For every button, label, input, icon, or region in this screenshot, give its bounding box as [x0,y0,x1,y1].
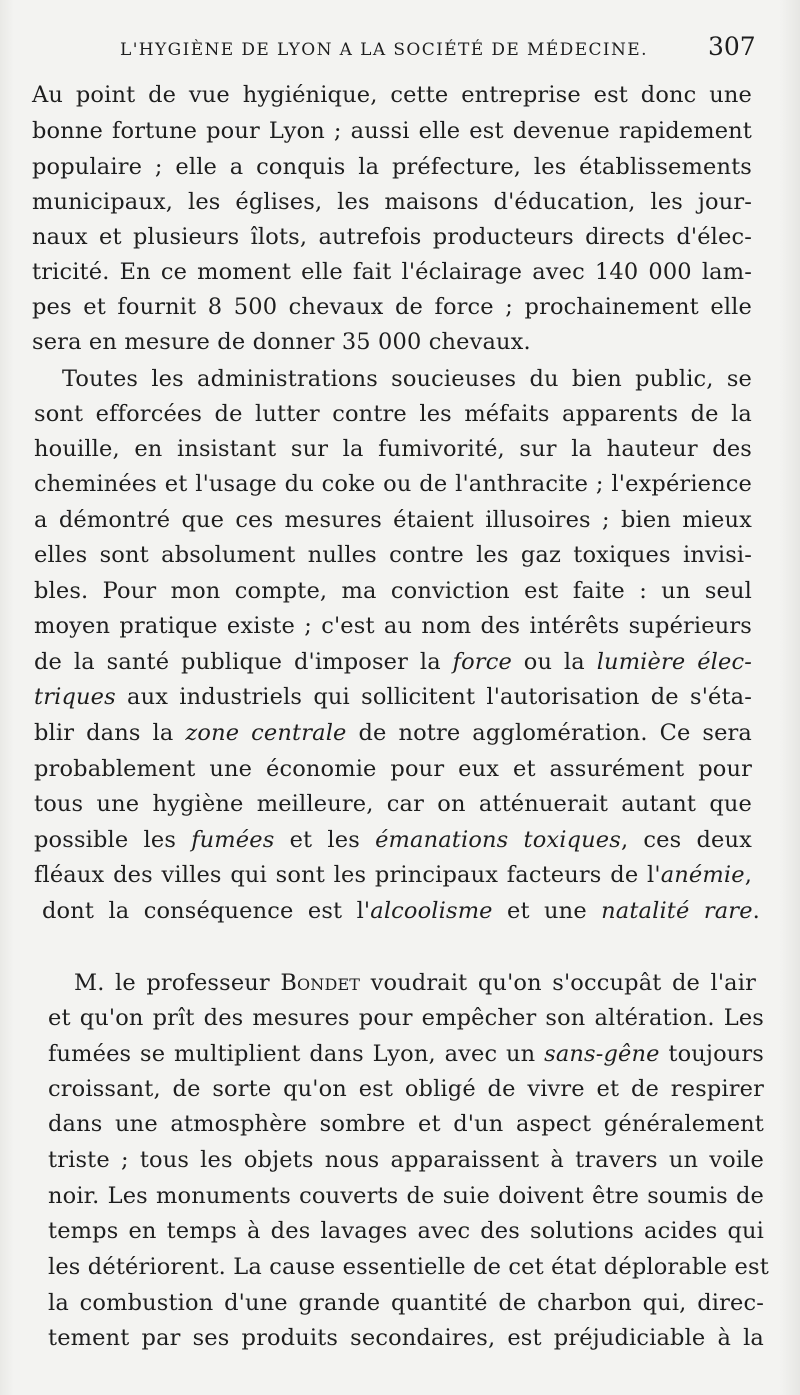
paragraph-3-line-11: tement par ses produits secondaires, est préjudiciable à la [48,1325,764,1351]
text-run: dont la conséquence est l' [42,898,371,924]
italic-emanations-toxiques: émanations toxiques [375,827,621,853]
running-title: L'HYGIÈNE DE LYON A LA SOCIÉTÉ DE MÉDECINE. [120,40,648,60]
paragraph-2-line-11 [34,716,752,750]
text-run: aux industriels qui sollicitent l'autorisation de s'éta- [115,684,752,710]
paragraph-3-line-4: croissant, de sorte qu'on est obligé de vivre et de respirer [48,1076,764,1102]
paragraph-3-line-1 [74,966,756,1000]
paragraph-3-line-5: dans une atmosphère sombre et d'un aspect généralement [48,1111,764,1137]
page-header [0,32,800,72]
text-run: de notre agglomération. Ce sera [346,720,752,746]
paragraph-2-line-4: cheminées et l'usage du coke ou de l'anthracite ; l'expérience [34,471,752,497]
paragraph-2-line-15 [34,858,752,892]
text-run: toujours [659,1041,765,1067]
paragraph-2-line-7: bles. Pour mon compte, ma conviction est faite : un seul [34,578,752,604]
paragraph-2-line-6: elles sont absolument nulles contre les gaz toxiques invisi- [34,542,752,568]
italic-triques: triques [34,684,116,710]
paragraph-1-line-1: Au point de vue hygiénique, cette entreprise est donc une [32,82,752,108]
paragraph-2-line-10 [34,680,752,714]
paragraph-2-line-14 [34,823,752,857]
text-run: et une [492,898,602,924]
paragraph-3-line-3 [48,1037,764,1071]
italic-zone-centrale: zone centrale [185,720,347,746]
italic-fumees: fumées [191,827,275,853]
text-run: et les [274,827,376,853]
text-run: de la santé publique d'imposer la [34,649,453,675]
paragraph-2-line-1: Toutes les administrations soucieuses du bien public, se [62,366,752,392]
text-run: fléaux des villes qui sont les principaux facteurs de l' [34,862,661,888]
paragraph-2-line-12: probablement une économie pour eux et assurément pour [34,756,752,782]
page-number: 307 [708,32,756,61]
text-run: possible les [34,827,192,853]
paragraph-3-line-9: les détériorent. La cause essentielle de cet état déplorable est [48,1254,769,1280]
paragraph-2-line-8: moyen pratique existe ; c'est au nom des intérêts supérieurs [34,613,752,639]
paragraph-2-line-5: a démontré que ces mesures étaient illusoires ; bien mieux [34,507,752,533]
italic-sans-gene: sans-gêne [544,1041,660,1067]
paragraph-1-line-3: populaire ; elle a conquis la préfecture, les établissements [32,154,752,180]
italic-anemie: anémie [660,862,745,888]
paragraph-2-line-9 [34,645,752,679]
text-run: , [744,862,752,888]
paragraph-gap [30,932,770,962]
paragraph-2-line-13: tous une hygiène meilleure, car on atténuerait autant que [34,791,752,817]
italic-alcoolisme: alcoolisme [370,898,493,924]
paragraph-1-line-6: tricité. En ce moment elle fait l'éclairage avec 140 000 lam- [32,259,752,285]
text-run: fumées se multiplient dans Lyon, avec un [48,1041,545,1067]
paragraph-2-line-16 [42,894,760,928]
italic-natalite-rare: natalité rare [601,898,753,924]
author-name-bondet: Bondet [280,970,361,996]
text-run: . [752,898,760,924]
italic-lumiere-electrique: lumière élec- [596,649,752,675]
paragraph-3-line-2: et qu'on prît des mesures pour empêcher son altération. Les [48,1005,764,1031]
paragraph-1-line-8: sera en mesure de donner 35 000 chevaux. [32,329,531,355]
paragraph-3-line-10: la combustion d'une grande quantité de charbon qui, direc- [48,1290,764,1316]
paragraph-1-line-7: pes et fournit 8 500 chevaux de force ; prochainement elle [32,294,752,320]
paragraph-3-line-6: triste ; tous les objets nous apparaissent à travers un voile [48,1147,764,1173]
paragraph-3-line-8: temps en temps à des lavages avec des solutions acides qui [48,1218,764,1244]
italic-force: force [452,649,512,675]
text-run: voudrait qu'on s'occupât de l'air [360,970,756,996]
paragraph-1-line-4: municipaux, les églises, les maisons d'éducation, les jour- [32,189,752,215]
paragraph-1-line-5: naux et plusieurs îlots, autrefois producteurs directs d'élec- [32,224,752,250]
paragraph-1-line-2: bonne fortune pour Lyon ; aussi elle est devenue rapidement [32,118,752,144]
text-run: M. le professeur [74,970,281,996]
paragraph-2-line-3: houille, en insistant sur la fumivorité, sur la hauteur des [34,436,752,462]
text-run: blir dans la [34,720,186,746]
paragraph-2-line-2: sont efforcées de lutter contre les méfaits apparents de la [34,401,752,427]
text-run: ou la [511,649,597,675]
text-run: , ces deux [620,827,753,853]
paragraph-3-line-7: noir. Les monuments couverts de suie doivent être soumis de [48,1183,764,1209]
